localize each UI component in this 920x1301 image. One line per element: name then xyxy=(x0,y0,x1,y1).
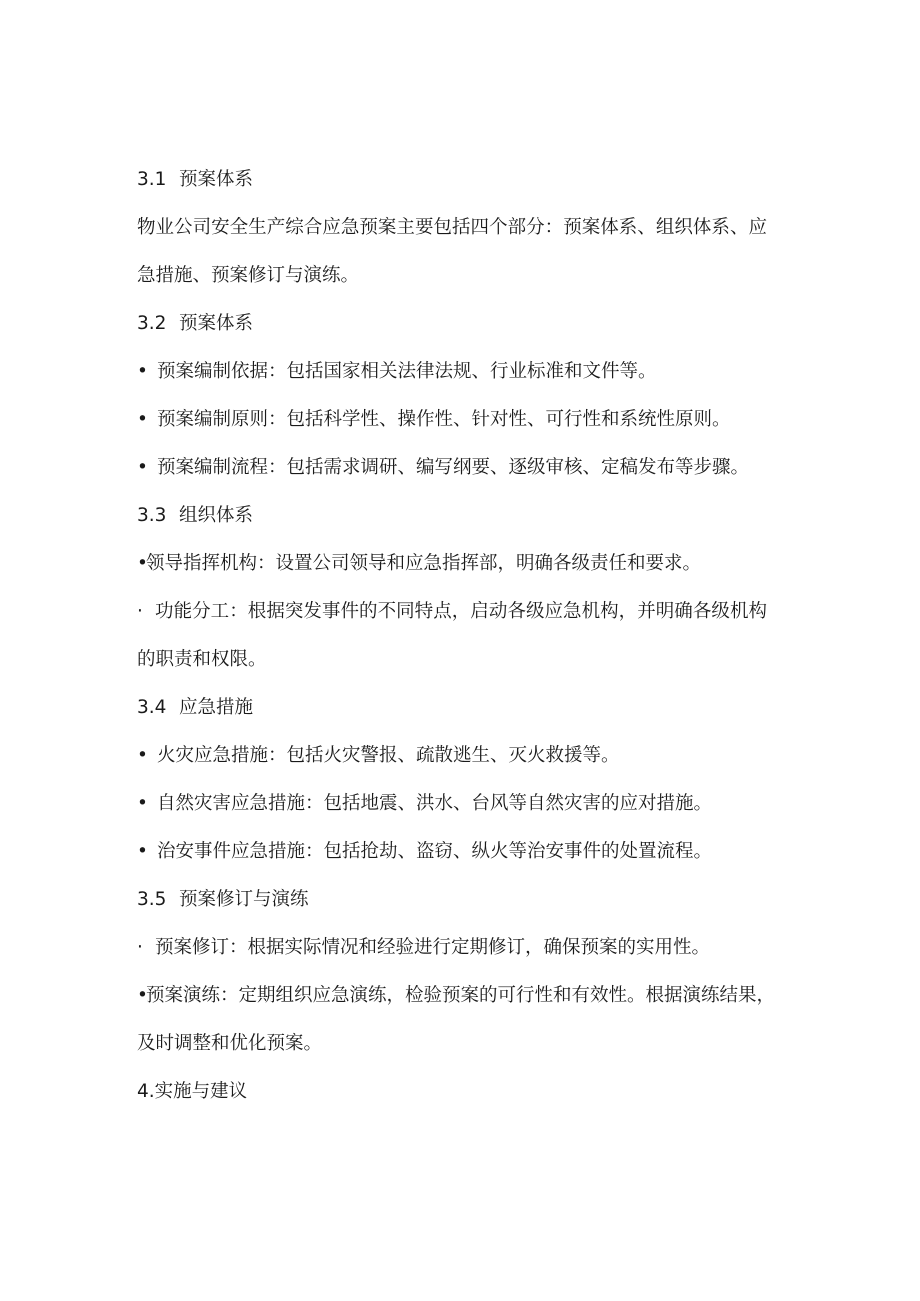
list-item-text: 预案编制原则：包括科学性、操作性、针对性、可行性和系统性原则。 xyxy=(157,409,731,430)
bullet-icon: • xyxy=(137,361,148,382)
section-title: 应急措施 xyxy=(179,697,254,718)
document-page xyxy=(137,168,777,1128)
bullet-icon: • xyxy=(137,985,148,1006)
list-item xyxy=(137,456,777,480)
section-title: 预案修订与演练 xyxy=(179,889,309,910)
list-item-text: 预案编制流程：包括需求调研、编写纲要、逐级审核、定稿发布等步骤。 xyxy=(157,457,750,478)
list-item xyxy=(137,408,777,432)
section-heading-3-1 xyxy=(137,168,777,192)
intro-paragraph-line-1: 物业公司安全生产综合应急预案主要包括四个部分：预案体系、组织体系、应 xyxy=(137,217,767,238)
section-title: 预案体系 xyxy=(179,169,254,190)
list-item xyxy=(137,360,777,384)
list-item-text: 治安事件应急措施：包括抢劫、盗窃、纵火等治安事件的处置流程。 xyxy=(157,841,713,862)
section-number: 3.5 xyxy=(137,889,167,910)
list-item xyxy=(137,600,767,624)
list-item xyxy=(137,552,777,576)
list-item xyxy=(137,984,776,1008)
section-number: 3.3 xyxy=(137,505,167,526)
list-item-text: 火灾应急措施：包括火灾警报、疏散逃生、灭火救援等。 xyxy=(157,745,620,766)
bullet-icon: • xyxy=(137,793,148,814)
list-item-text: 预案修订：根据实际情况和经验进行定期修订，确保预案的实用性。 xyxy=(155,937,711,958)
section-heading-3-3 xyxy=(137,504,777,528)
section-heading-3-4 xyxy=(137,696,777,720)
section-heading-3-2 xyxy=(137,312,777,336)
bullet-icon: • xyxy=(137,745,148,766)
list-item-text: 领导指挥机构：设置公司领导和应急指挥部，明确各级责任和要求。 xyxy=(146,553,702,574)
list-item xyxy=(137,792,777,816)
list-item-continuation: 的职责和权限。 xyxy=(137,649,267,670)
section-heading-3-5 xyxy=(137,888,777,912)
section-number: 3.2 xyxy=(137,313,167,334)
list-item-text: 功能分工：根据突发事件的不同特点，启动各级应急机构，并明确各级机构 xyxy=(155,601,767,622)
list-item-text: 自然灾害应急措施：包括地震、洪水、台风等自然灾害的应对措施。 xyxy=(157,793,713,814)
bullet-icon: · xyxy=(137,601,143,622)
list-item-text: 预案编制依据：包括国家相关法律法规、行业标准和文件等。 xyxy=(157,361,657,382)
section-title: 组织体系 xyxy=(179,505,254,526)
bullet-icon: • xyxy=(137,841,148,862)
list-item-continuation: 及时调整和优化预案。 xyxy=(137,1033,323,1054)
bullet-icon: · xyxy=(137,937,143,958)
list-item xyxy=(137,744,777,768)
section-number: 3.1 xyxy=(137,169,167,190)
list-item xyxy=(137,936,777,960)
list-item xyxy=(137,840,777,864)
bullet-icon: • xyxy=(137,553,148,574)
section-title: 预案体系 xyxy=(179,313,254,334)
section-heading-4: 4.实施与建议 xyxy=(137,1081,248,1102)
list-item-text: 预案演练：定期组织应急演练，检验预案的可行性和有效性。根据演练结果， xyxy=(146,985,776,1006)
section-number: 3.4 xyxy=(137,697,167,718)
bullet-icon: • xyxy=(137,409,148,430)
intro-paragraph-line-2: 急措施、预案修订与演练。 xyxy=(137,265,360,286)
bullet-icon: • xyxy=(137,457,148,478)
